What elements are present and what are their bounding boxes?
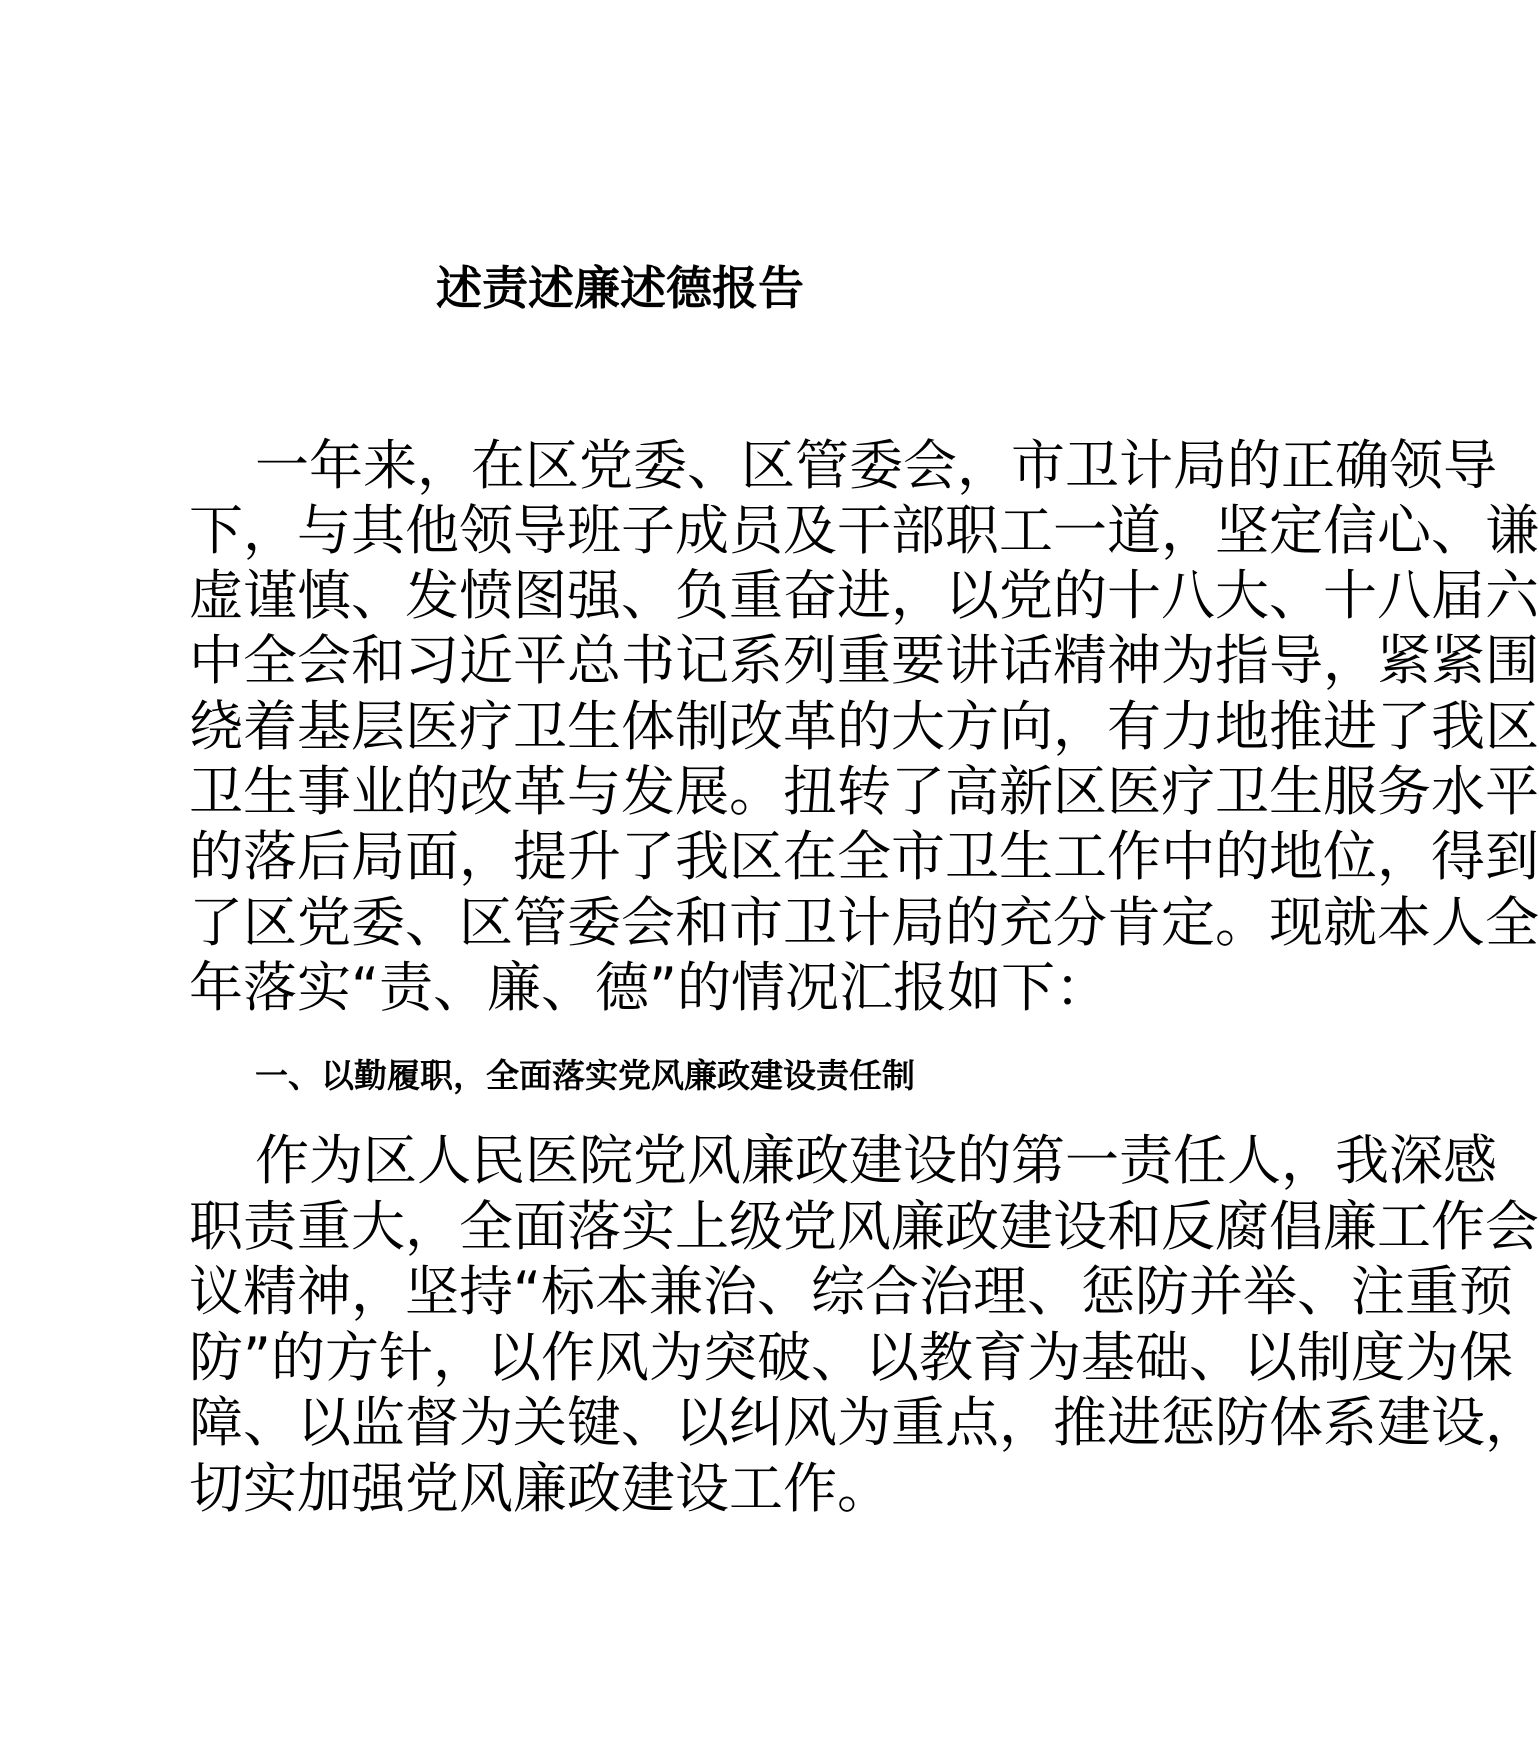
document-title: 述责述廉述德报告: [436, 261, 804, 315]
text-line: 中全会和习近平总书记系列重要讲话精神为指导，紧紧围: [189, 629, 1539, 692]
text-line: 卫生事业的改革与发展。扭转了高新区医疗卫生服务水平: [189, 760, 1539, 823]
text-line: 下，与其他领导班子成员及干部职工一道，坚定信心、谦: [189, 499, 1539, 562]
text-line: 职责重大，全面落实上级党风廉政建设和反腐倡廉工作会: [189, 1195, 1539, 1258]
text-line: 的落后局面，提升了我区在全市卫生工作中的地位，得到: [189, 825, 1539, 888]
text-line: 防”的方针，以作风为突破、以教育为基础、以制度为保: [189, 1326, 1513, 1389]
text-line: 年落实“责、廉、德”的情况汇报如下：: [189, 956, 1109, 1019]
text-line: 了区党委、区管委会和市卫计局的充分肯定。现就本人全: [189, 891, 1539, 954]
text-line: 议精神，坚持“标本兼治、综合治理、惩防并举、注重预: [189, 1260, 1513, 1323]
section-heading: 一、以勤履职，全面落实党风廉政建设责任制: [255, 1056, 915, 1095]
text-line: 虚谨慎、发愤图强、负重奋进，以党的十八大、十八届六: [189, 564, 1539, 627]
text-line: 切实加强党风廉政建设工作。: [189, 1457, 891, 1520]
text-line: 作为区人民医院党风廉政建设的第一责任人，我深感: [255, 1129, 1497, 1192]
text-line: 障、以监督为关键、以纠风为重点，推进惩防体系建设，: [189, 1391, 1539, 1454]
text-line: 一年来，在区党委、区管委会，市卫计局的正确领导: [255, 434, 1497, 497]
text-line: 绕着基层医疗卫生体制改革的大方向，有力地推进了我区: [189, 695, 1539, 758]
